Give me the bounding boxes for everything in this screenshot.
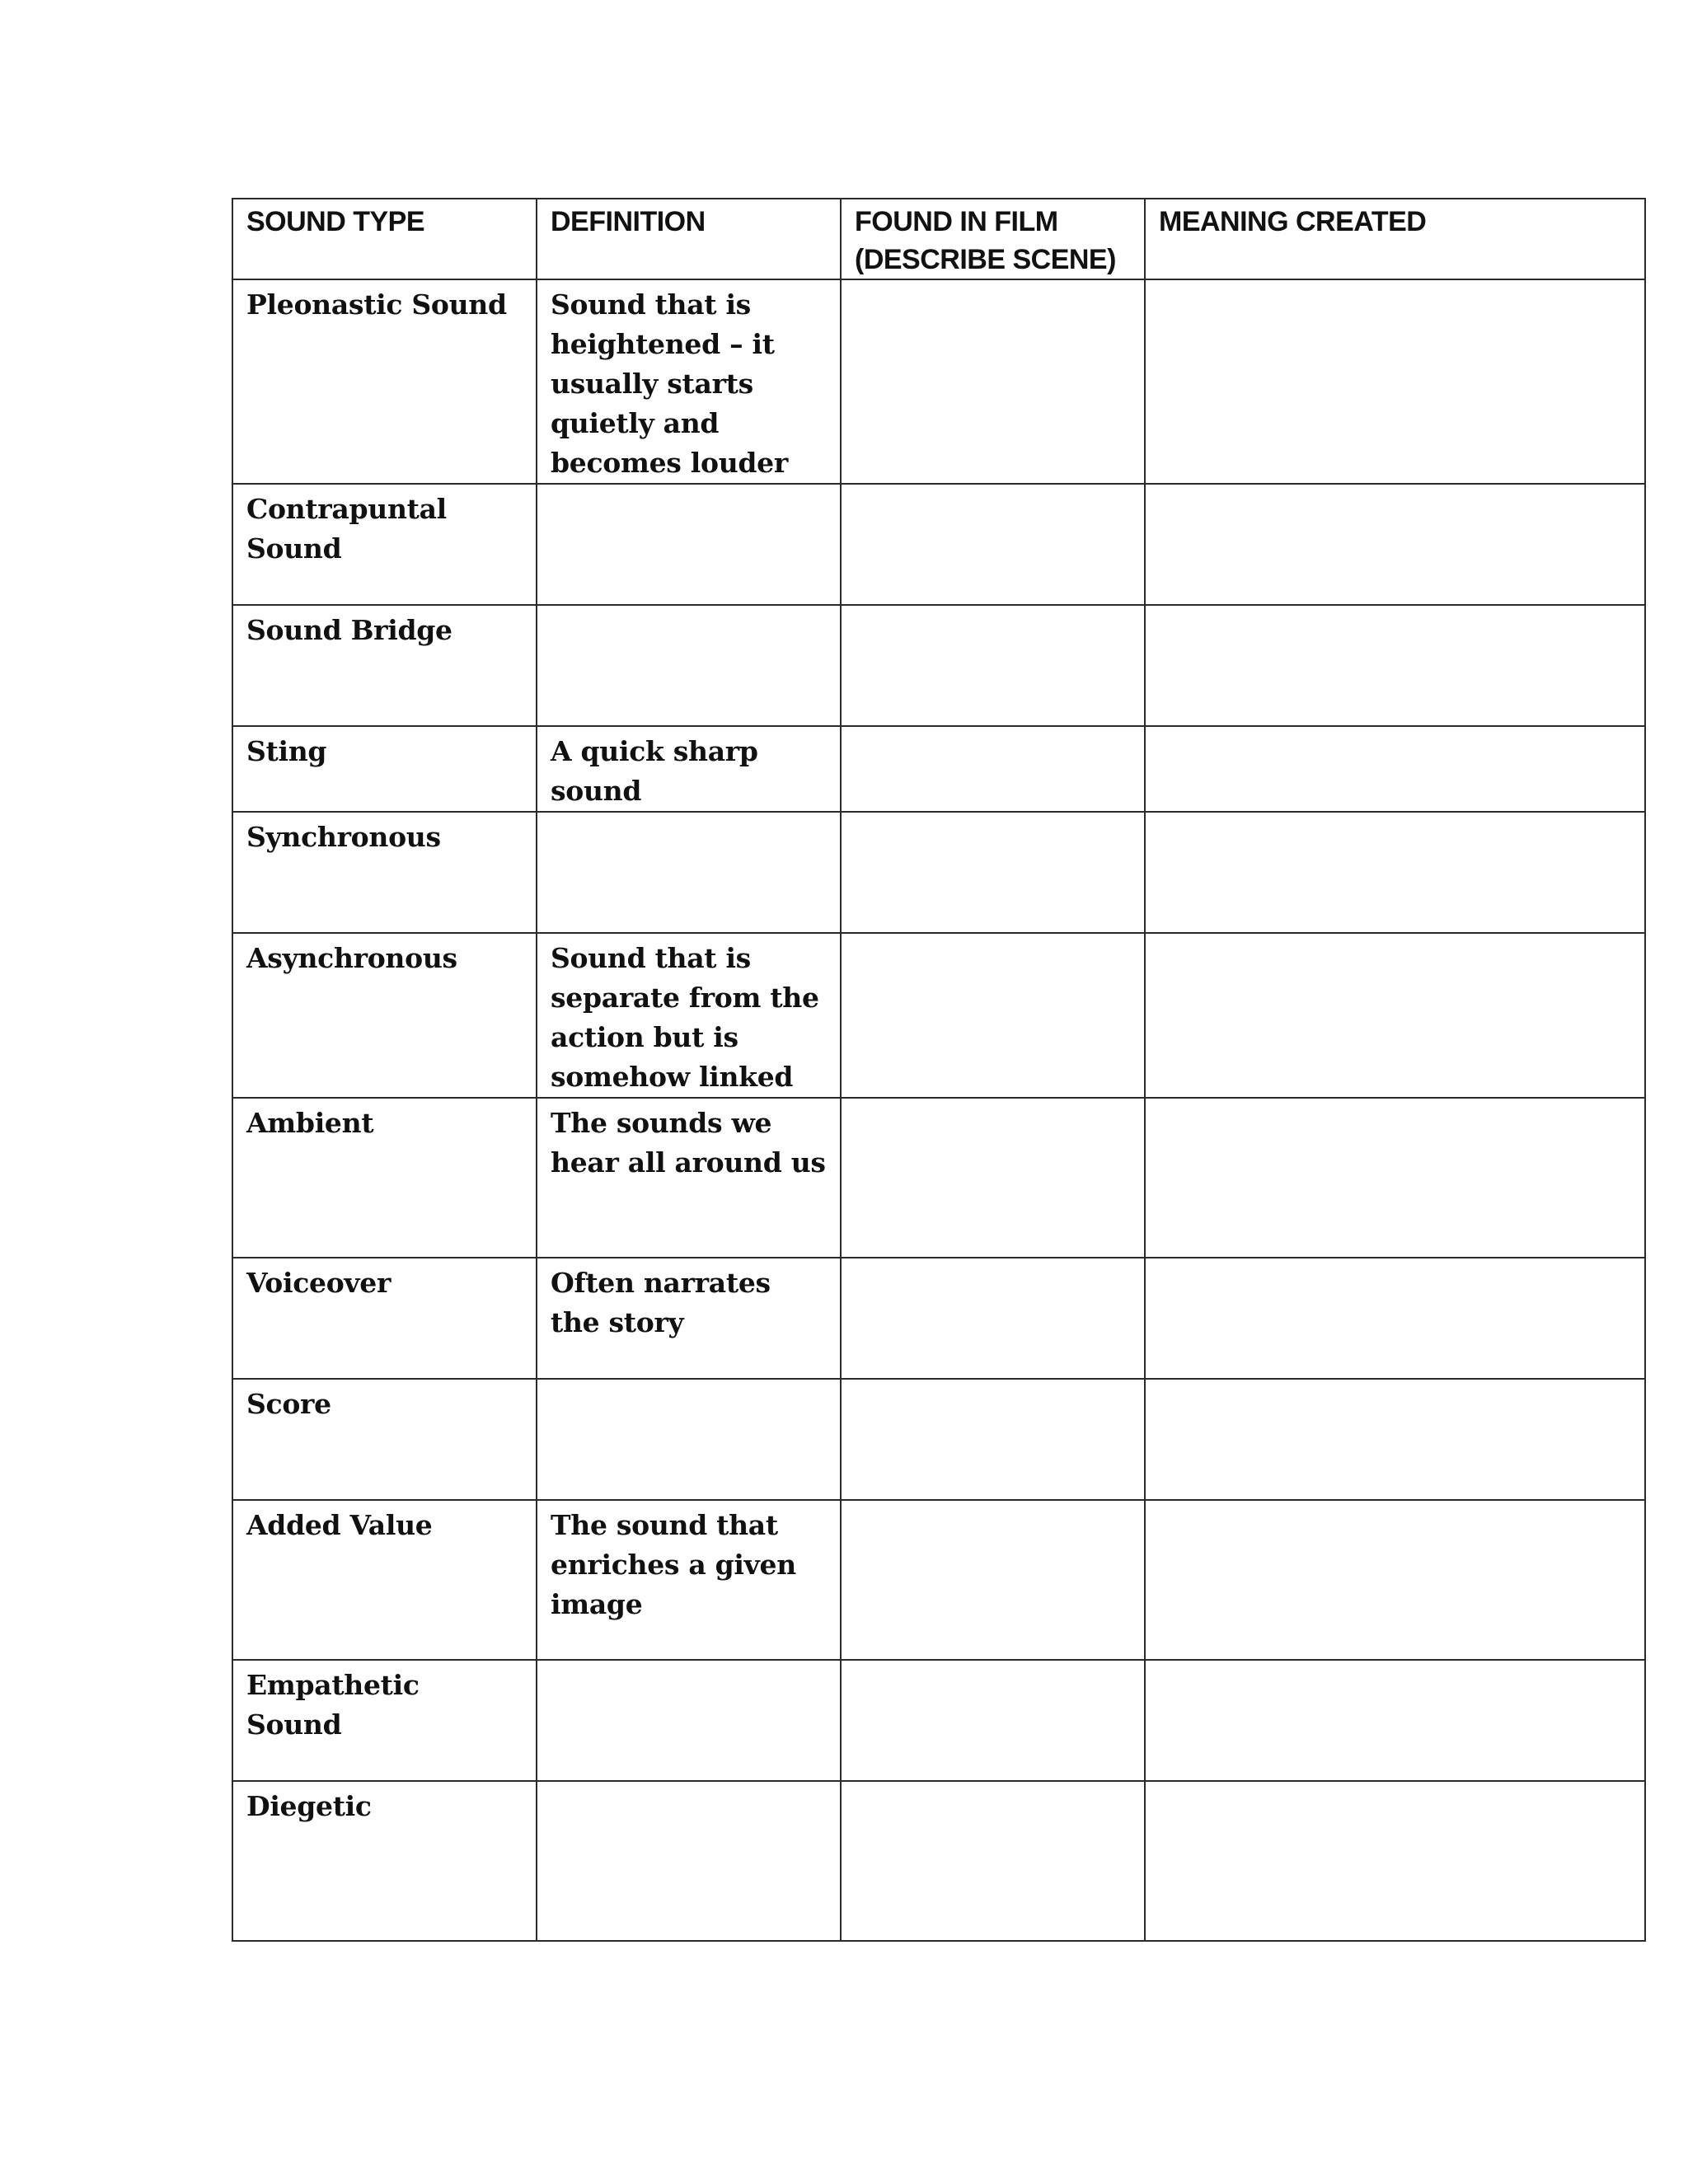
- table-row: [232, 1098, 1645, 1258]
- sound-type-cell: Voiceover: [232, 1258, 537, 1379]
- found-in-film-cell[interactable]: [841, 1660, 1145, 1781]
- found-in-film-cell[interactable]: [841, 1379, 1145, 1500]
- sound-type-cell: Contrapuntal Sound: [232, 484, 537, 605]
- header-found-in-film: FOUND IN FILM (DESCRIBE SCENE): [841, 199, 1145, 279]
- table-row: [232, 812, 1645, 933]
- meaning-created-cell[interactable]: [1145, 1098, 1645, 1258]
- meaning-created-cell[interactable]: [1145, 279, 1645, 484]
- definition-cell[interactable]: The sounds we hear all around us: [537, 1098, 841, 1258]
- found-in-film-cell[interactable]: [841, 933, 1145, 1098]
- meaning-created-cell[interactable]: [1145, 1379, 1645, 1500]
- sound-type-cell: Diegetic: [232, 1781, 537, 1941]
- found-in-film-cell[interactable]: [841, 484, 1145, 605]
- sound-type-cell: Empathetic Sound: [232, 1660, 537, 1781]
- sound-type-cell: Sound Bridge: [232, 605, 537, 726]
- found-in-film-cell[interactable]: [841, 1781, 1145, 1941]
- table-row: [232, 1781, 1645, 1941]
- definition-cell[interactable]: Often narrates the story: [537, 1258, 841, 1379]
- sound-type-cell: Score: [232, 1379, 537, 1500]
- header-meaning-created: MEANING CREATED: [1145, 199, 1645, 279]
- sound-type-cell: Sting: [232, 726, 537, 812]
- definition-cell[interactable]: Sound that is separate from the action but is somehow linked: [537, 933, 841, 1098]
- table-row: [232, 933, 1645, 1098]
- table-row: [232, 726, 1645, 812]
- meaning-created-cell[interactable]: [1145, 605, 1645, 726]
- meaning-created-cell[interactable]: [1145, 484, 1645, 605]
- definition-cell[interactable]: [537, 812, 841, 933]
- found-in-film-cell[interactable]: [841, 279, 1145, 484]
- sound-type-cell: Ambient: [232, 1098, 537, 1258]
- found-in-film-cell[interactable]: [841, 605, 1145, 726]
- table-row: [232, 1258, 1645, 1379]
- definition-cell[interactable]: Sound that is heightened – it usually starts quietly and becomes louder: [537, 279, 841, 484]
- definition-cell[interactable]: [537, 1660, 841, 1781]
- meaning-created-cell[interactable]: [1145, 1781, 1645, 1941]
- header-definition: DEFINITION: [537, 199, 841, 279]
- found-in-film-cell[interactable]: [841, 812, 1145, 933]
- table-row: [232, 279, 1645, 484]
- definition-cell[interactable]: The sound that enriches a given image: [537, 1500, 841, 1660]
- table-row: [232, 1500, 1645, 1660]
- sound-type-cell: Pleonastic Sound: [232, 279, 537, 484]
- header-sound-type: SOUND TYPE: [232, 199, 537, 279]
- definition-cell[interactable]: [537, 1781, 841, 1941]
- table-row: [232, 605, 1645, 726]
- sound-type-cell: Synchronous: [232, 812, 537, 933]
- table-header-row: [232, 199, 1645, 279]
- meaning-created-cell[interactable]: [1145, 1258, 1645, 1379]
- sound-type-cell: Added Value: [232, 1500, 537, 1660]
- table-row: [232, 1379, 1645, 1500]
- meaning-created-cell[interactable]: [1145, 1500, 1645, 1660]
- table-row: [232, 1660, 1645, 1781]
- definition-cell[interactable]: [537, 1379, 841, 1500]
- found-in-film-cell[interactable]: [841, 726, 1145, 812]
- definition-cell[interactable]: A quick sharp sound: [537, 726, 841, 812]
- found-in-film-cell[interactable]: [841, 1500, 1145, 1660]
- table-row: [232, 484, 1645, 605]
- found-in-film-cell[interactable]: [841, 1098, 1145, 1258]
- meaning-created-cell[interactable]: [1145, 933, 1645, 1098]
- found-in-film-cell[interactable]: [841, 1258, 1145, 1379]
- sound-type-cell: Asynchronous: [232, 933, 537, 1098]
- meaning-created-cell[interactable]: [1145, 1660, 1645, 1781]
- sound-types-table: [232, 198, 1646, 1942]
- meaning-created-cell[interactable]: [1145, 812, 1645, 933]
- definition-cell[interactable]: [537, 484, 841, 605]
- definition-cell[interactable]: [537, 605, 841, 726]
- meaning-created-cell[interactable]: [1145, 726, 1645, 812]
